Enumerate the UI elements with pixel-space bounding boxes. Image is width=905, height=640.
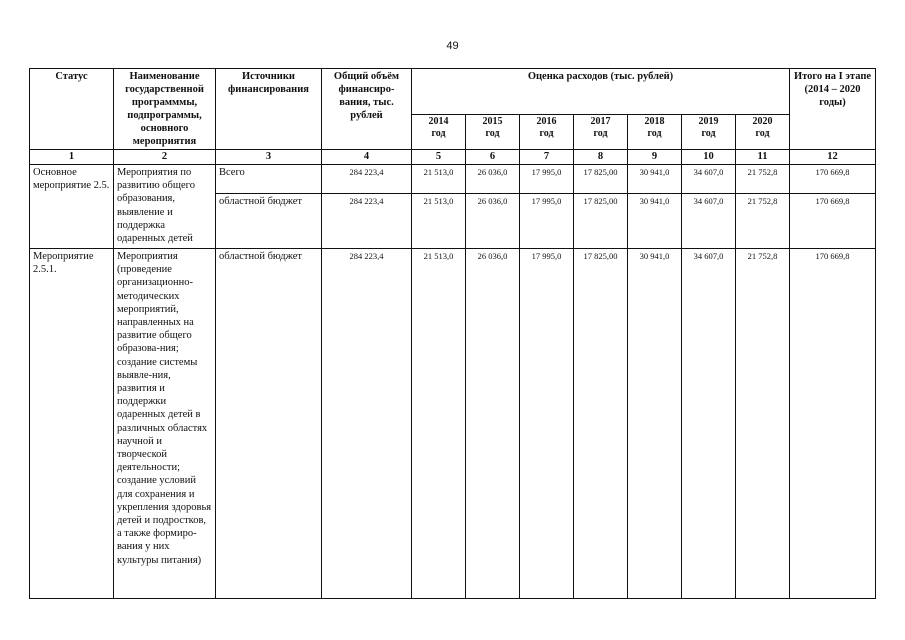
row-total: 284 223,4 [322,249,412,599]
year-header: 2020 год [736,115,790,150]
header-estimate: Оценка расходов (тыс. рублей) [412,69,790,115]
table-row [30,249,876,599]
year-header: 2016 год [520,115,574,150]
header-name: Наименование государственной программмы, подпрограммы, основного мероприятия [114,69,216,150]
row-source: Всего [216,165,322,194]
row-source: областной бюджет [216,249,322,599]
row-value: 26 036,0 [466,249,520,599]
row-name: Мероприятия (проведение организационно-методических мероприятий, направленных на развитие общего образова-ния; создание системы выявле-ния, развития и поддержки одаренных детей в различных областях научной и творческой деятельности; создание условий для сохранения и укрепления здоровья детей и подростков, а также формиро-вания у них культуры питания) [114,249,216,599]
year-header: 2015 год [466,115,520,150]
column-number: 8 [574,150,628,165]
row-value: 21 752,8 [736,165,790,194]
header-total: Общий объём финансиро-вания, тыс. рублей [322,69,412,150]
column-number: 4 [322,150,412,165]
row-stage-total: 170 669,8 [790,194,876,249]
row-value: 17 825,00 [574,165,628,194]
row-value: 34 607,0 [682,194,736,249]
row-value: 17 995,0 [520,249,574,599]
row-stage-total: 170 669,8 [790,165,876,194]
header-stage-total: Итого на I этапе (2014 – 2020 годы) [790,69,876,150]
row-source: областной бюджет [216,194,322,249]
column-number: 10 [682,150,736,165]
row-value: 21 513,0 [412,194,466,249]
column-number: 1 [30,150,114,165]
row-value: 21 513,0 [412,165,466,194]
column-number: 12 [790,150,876,165]
row-value: 34 607,0 [682,165,736,194]
row-value: 26 036,0 [466,165,520,194]
row-name: Мероприятия по развитию общего образования, выявление и поддержка одаренных детей [114,165,216,249]
row-value: 17 825,00 [574,194,628,249]
row-status: Основное мероприятие 2.5. [30,165,114,249]
row-stage-total: 170 669,8 [790,249,876,599]
row-value: 21 752,8 [736,249,790,599]
row-value: 17 995,0 [520,194,574,249]
column-number: 7 [520,150,574,165]
column-number: 9 [628,150,682,165]
row-value: 17 995,0 [520,165,574,194]
header-sources: Источники финансирования [216,69,322,150]
header-status: Статус [30,69,114,150]
row-value: 21 752,8 [736,194,790,249]
row-total: 284 223,4 [322,194,412,249]
row-value: 34 607,0 [682,249,736,599]
year-header: 2014 год [412,115,466,150]
page-number: 49 [446,40,459,52]
row-value: 30 941,0 [628,194,682,249]
column-number: 11 [736,150,790,165]
column-number: 3 [216,150,322,165]
column-number: 2 [114,150,216,165]
column-number: 5 [412,150,466,165]
budget-table [29,68,876,599]
row-value: 30 941,0 [628,165,682,194]
row-value: 30 941,0 [628,249,682,599]
column-number: 6 [466,150,520,165]
row-total: 284 223,4 [322,165,412,194]
year-header: 2017 год [574,115,628,150]
year-header: 2019 год [682,115,736,150]
row-status: Мероприятие 2.5.1. [30,249,114,599]
row-value: 26 036,0 [466,194,520,249]
row-value: 17 825,00 [574,249,628,599]
row-value: 21 513,0 [412,249,466,599]
table-row [30,165,876,194]
year-header: 2018 год [628,115,682,150]
